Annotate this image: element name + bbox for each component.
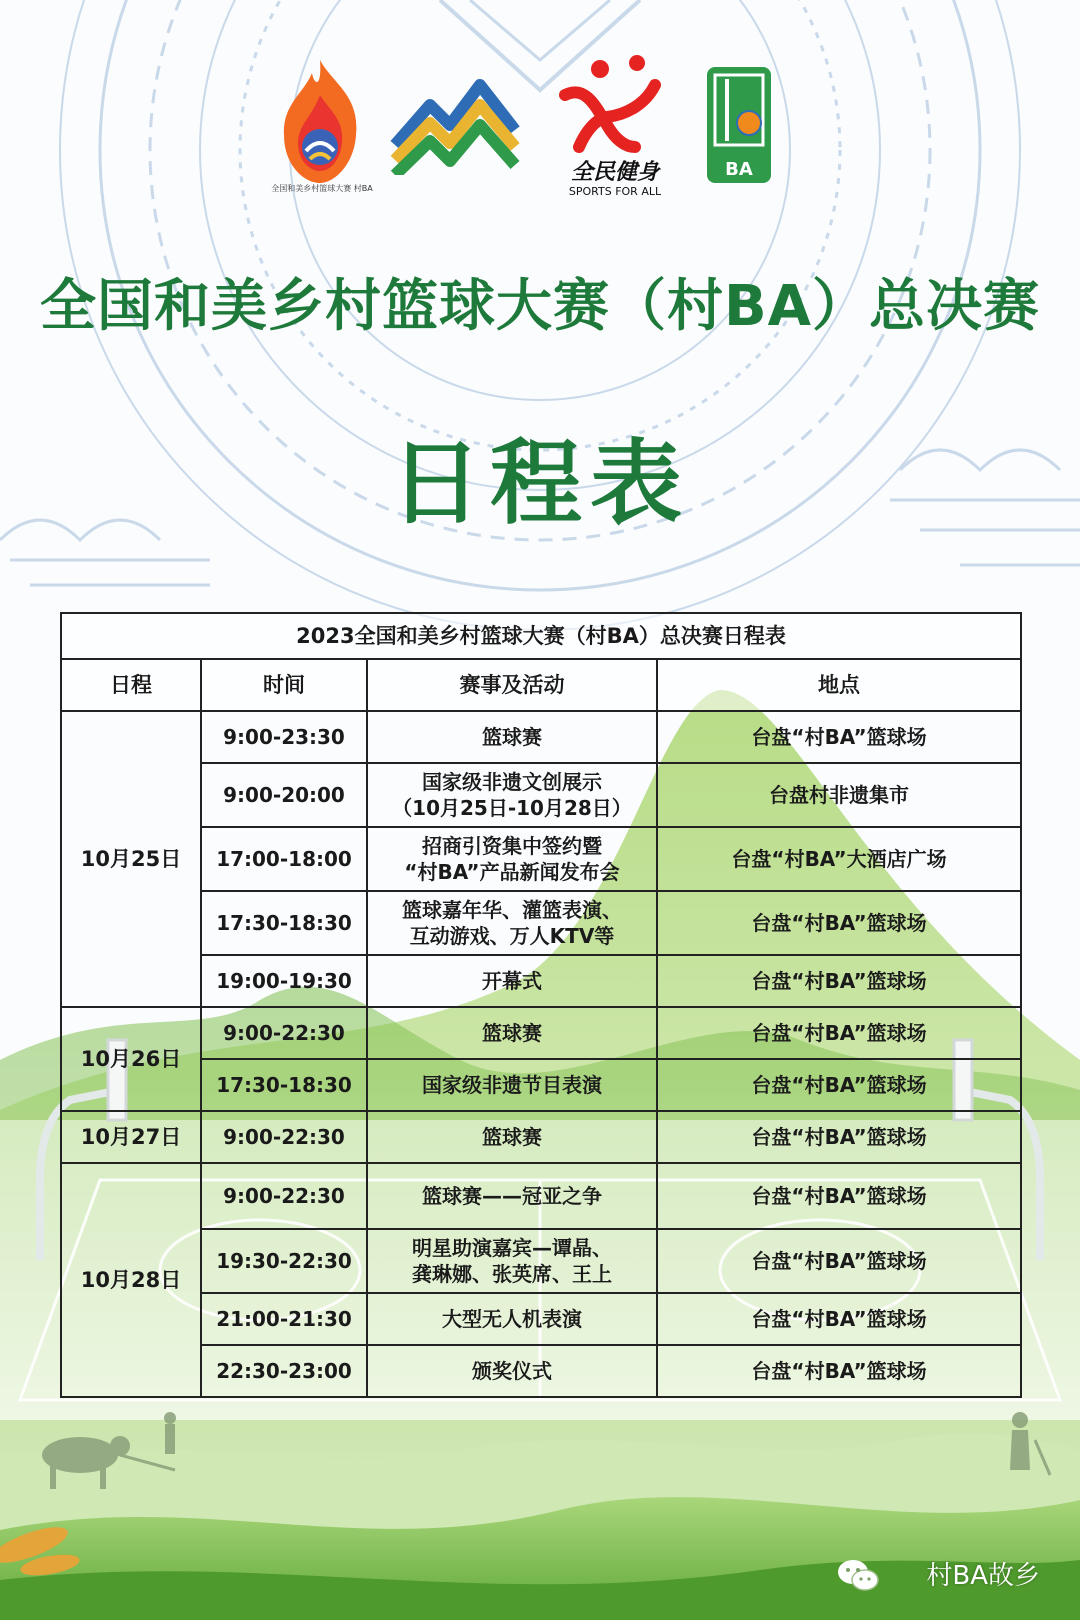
time-cell: 19:00-19:30	[201, 955, 367, 1007]
event-cell	[367, 891, 657, 955]
flame-logo-icon	[270, 55, 370, 190]
event-cell: 篮球赛	[367, 1007, 657, 1059]
schedule-table	[60, 612, 1022, 1398]
event-line-1: 明星助演嘉宾—谭晶、	[412, 1236, 612, 1260]
table-row	[61, 1163, 1021, 1229]
time-cell: 9:00-20:00	[201, 763, 367, 827]
table-row	[61, 711, 1021, 763]
place-cell: 台盘“村BA”篮球场	[657, 1111, 1021, 1163]
watermark-text: 村BA故乡	[926, 1561, 1040, 1591]
place-cell: 台盘“村BA”篮球场	[657, 955, 1021, 1007]
time-cell: 22:30-23:00	[201, 1345, 367, 1397]
sports-for-all-logo-icon	[555, 55, 665, 155]
mountain-waves-logo-icon	[390, 75, 520, 175]
event-line-2: “村BA”产品新闻发布会	[404, 860, 620, 884]
sports-for-all-logo-subtext: SPORTS FOR ALL	[568, 185, 662, 198]
main-title: 全国和美乡村篮球大赛（村BA）总决赛	[39, 274, 1041, 339]
table-row	[61, 1229, 1021, 1293]
event-cell: 国家级非遗节目表演	[367, 1059, 657, 1111]
column-header-time: 时间	[201, 659, 367, 711]
date-cell: 10月26日	[61, 1007, 201, 1111]
time-cell: 9:00-22:30	[201, 1111, 367, 1163]
time-cell: 17:00-18:00	[201, 827, 367, 891]
event-cell	[367, 1229, 657, 1293]
table-row	[61, 827, 1021, 891]
event-cell: 大型无人机表演	[367, 1293, 657, 1345]
wechat-icon	[836, 1558, 880, 1594]
flame-logo-text: 全国和美乡村篮球大赛 村BA	[271, 184, 373, 193]
place-cell: 台盘“村BA”篮球场	[657, 1293, 1021, 1345]
place-cell: 台盘“村BA”篮球场	[657, 1163, 1021, 1229]
table-row	[61, 1007, 1021, 1059]
table-row	[61, 1059, 1021, 1111]
logo-row	[0, 55, 1080, 205]
event-line-2: 互动游戏、万人KTV等	[409, 924, 615, 948]
event-line-2: 龚琳娜、张英席、王上	[412, 1262, 612, 1286]
time-cell: 9:00-23:30	[201, 711, 367, 763]
event-cell: 篮球赛——冠亚之争	[367, 1163, 657, 1229]
place-cell: 台盘“村BA”篮球场	[657, 711, 1021, 763]
table-caption: 2023全国和美乡村篮球大赛（村BA）总决赛日程表	[61, 613, 1021, 659]
place-cell: 台盘“村BA”篮球场	[657, 1007, 1021, 1059]
event-cell: 篮球赛	[367, 711, 657, 763]
table-row	[61, 1111, 1021, 1163]
cun-ba-logo-text: BA	[725, 159, 753, 180]
schedule-title: 日程表	[389, 430, 690, 537]
column-header-place: 地点	[657, 659, 1021, 711]
time-cell: 21:00-21:30	[201, 1293, 367, 1345]
date-cell: 10月28日	[61, 1163, 201, 1397]
place-cell: 台盘“村BA”篮球场	[657, 891, 1021, 955]
date-cell: 10月25日	[61, 711, 201, 1007]
table-row	[61, 1345, 1021, 1397]
sports-for-all-logo-text: 全民健身	[570, 160, 659, 185]
table-row	[61, 1293, 1021, 1345]
event-cell: 开幕式	[367, 955, 657, 1007]
date-cell: 10月27日	[61, 1111, 201, 1163]
place-cell: 台盘“村BA”大酒店广场	[657, 827, 1021, 891]
column-header-event: 赛事及活动	[367, 659, 657, 711]
event-cell: 篮球赛	[367, 1111, 657, 1163]
place-cell: 台盘村非遗集市	[657, 763, 1021, 827]
table-row	[61, 955, 1021, 1007]
event-cell: 颁奖仪式	[367, 1345, 657, 1397]
event-line-1: 国家级非遗文创展示	[422, 770, 602, 794]
time-cell: 19:30-22:30	[201, 1229, 367, 1293]
table-header-row	[61, 659, 1021, 711]
event-cell	[367, 827, 657, 891]
time-cell: 9:00-22:30	[201, 1007, 367, 1059]
table-caption-row	[61, 613, 1021, 659]
event-line-1: 篮球嘉年华、灌篮表演、	[402, 898, 622, 922]
time-cell: 17:30-18:30	[201, 1059, 367, 1111]
table-row	[61, 763, 1021, 827]
event-line-2: （10月25日-10月28日）	[392, 796, 632, 820]
column-header-date: 日程	[61, 659, 201, 711]
place-cell: 台盘“村BA”篮球场	[657, 1059, 1021, 1111]
table-row	[61, 891, 1021, 955]
event-cell	[367, 763, 657, 827]
time-cell: 9:00-22:30	[201, 1163, 367, 1229]
time-cell: 17:30-18:30	[201, 891, 367, 955]
place-cell: 台盘“村BA”篮球场	[657, 1229, 1021, 1293]
place-cell: 台盘“村BA”篮球场	[657, 1345, 1021, 1397]
event-line-1: 招商引资集中签约暨	[422, 834, 602, 858]
